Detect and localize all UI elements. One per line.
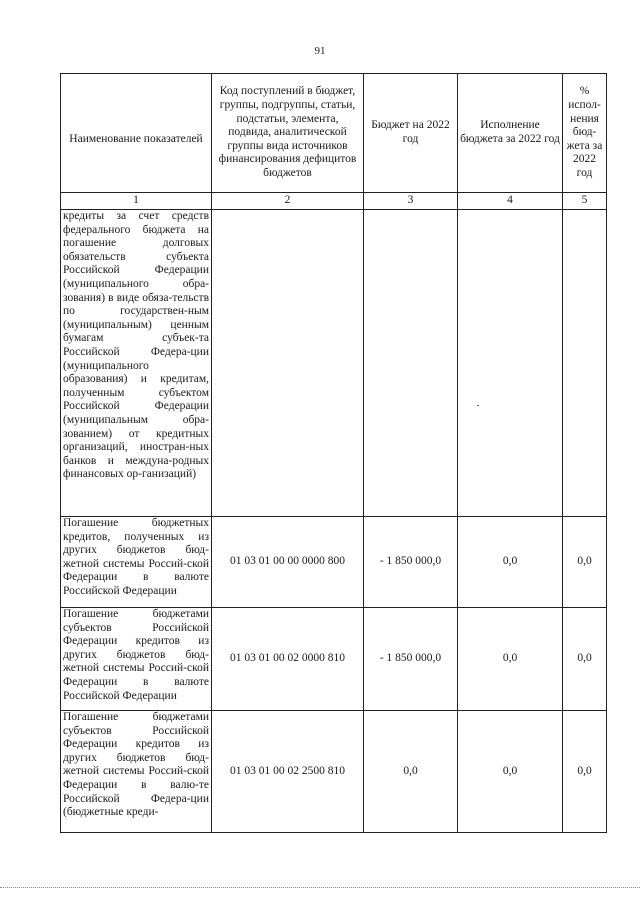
revenue-code: 01 03 01 00 02 0000 810 — [212, 608, 364, 711]
header-execution-2022: Исполнение бюджета за 2022 год — [458, 74, 563, 193]
scan-mark — [477, 405, 479, 406]
page-bottom-edge — [0, 887, 640, 888]
table-row — [61, 711, 607, 833]
percent-value: 0,0 — [563, 711, 607, 833]
indicator-name: кредиты за счет средств федерального бюджета на погашение долговых обязательств субъекта Российской Федерации (муниципального обра-зования) в виде обяза-тельств по государствен-ным (муниципальным) ценным бумагам субъек-та Российской Федера-ции (муниципального образования) и кредитам, полученным субъектом Российской Федерации (муниципальным обра-зованием) от кредитных организаций, иностран-ных банков и междуна-родных финансовых ор-ганизаций) — [61, 210, 212, 517]
budget-value — [364, 210, 458, 517]
budget-sources-table — [60, 73, 607, 833]
execution-value: 0,0 — [458, 517, 563, 608]
execution-value: 0,0 — [458, 711, 563, 833]
column-number-row — [61, 193, 607, 210]
indicator-name: Погашение бюджетами субъектов Российской Федерации кредитов из других бюджетов бюд-жетной системы Россий-ской Федерации в валюте Российской Федерации — [61, 608, 212, 711]
header-execution-percent: % испол-нения бюд-жета за 2022 год — [563, 74, 607, 193]
column-number: 5 — [563, 193, 607, 210]
budget-value: - 1 850 000,0 — [364, 517, 458, 608]
table-row — [61, 517, 607, 608]
execution-value — [458, 210, 563, 517]
revenue-code: 01 03 01 00 02 2500 810 — [212, 711, 364, 833]
table-row — [61, 608, 607, 711]
revenue-code — [212, 210, 364, 517]
column-number: 4 — [458, 193, 563, 210]
table-header-row — [61, 74, 607, 193]
column-number: 2 — [212, 193, 364, 210]
percent-value: 0,0 — [563, 608, 607, 711]
column-number: 3 — [364, 193, 458, 210]
indicator-name: Погашение бюджетных кредитов, полученных из других бюджетов бюд-жетной системы Россий-ской Федерации в валюте Российской Федерации — [61, 517, 212, 608]
column-number: 1 — [61, 193, 212, 210]
budget-value: 0,0 — [364, 711, 458, 833]
page-number: 91 — [314, 45, 326, 57]
indicator-name: Погашение бюджетами субъектов Российской Федерации кредитов из других бюджетов бюд-жетной системы Россий-ской Федерации в валю-те Российской Федера-ции (бюджетные креди- — [61, 711, 212, 833]
revenue-code: 01 03 01 00 00 0000 800 — [212, 517, 364, 608]
table-row — [61, 210, 607, 517]
percent-value: 0,0 — [563, 517, 607, 608]
percent-value — [563, 210, 607, 517]
header-indicator-name: Наименование показателей — [61, 74, 212, 193]
budget-value: - 1 850 000,0 — [364, 608, 458, 711]
header-budget-2022: Бюджет на 2022 год — [364, 74, 458, 193]
header-revenue-code: Код поступлений в бюджет, группы, подгруппы, статьи, подстатьи, элемента, подвида, аналитической группы вида источников финансирования дефицитов бюджетов — [212, 74, 364, 193]
execution-value: 0,0 — [458, 608, 563, 711]
